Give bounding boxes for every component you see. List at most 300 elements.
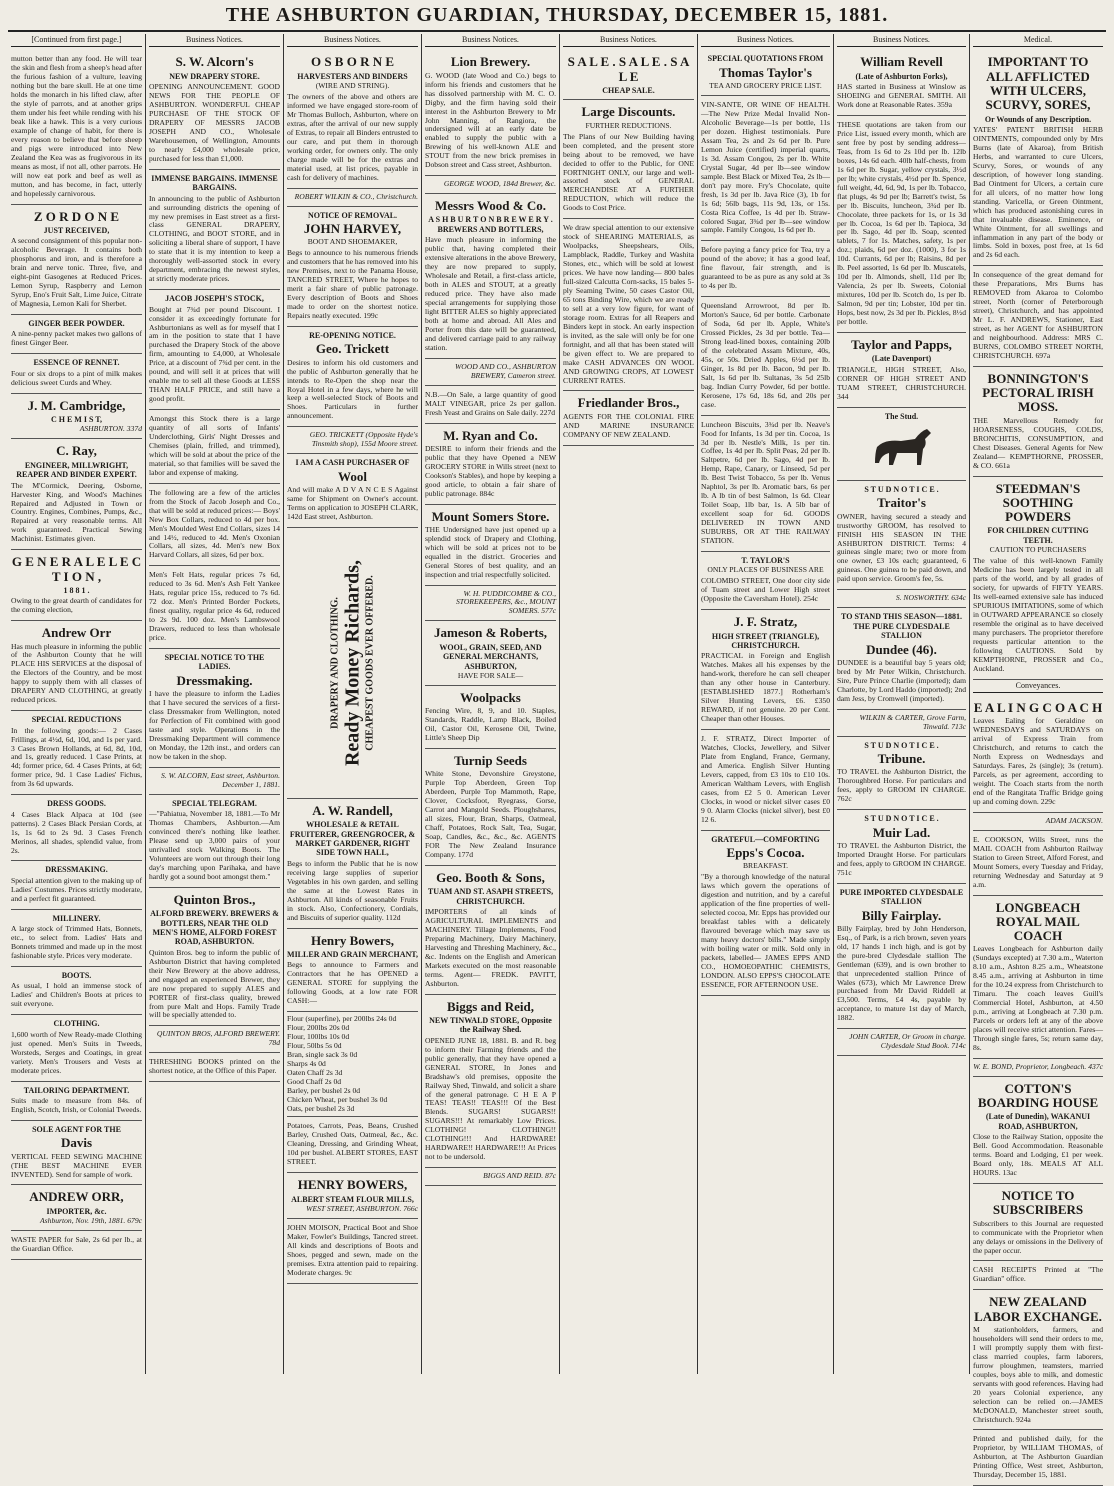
ad-subtitle: ALBERT STEAM FLOUR MILLS,: [291, 1194, 414, 1204]
ad-title: NEW ZEALAND LABOR EXCHANGE.: [974, 1294, 1102, 1324]
advertisement: [149, 170, 280, 290]
ad-subtitle: MILLINERY.: [52, 913, 101, 923]
ad-signature: S. NOSWORTHY. 634c: [895, 593, 966, 603]
ad-body: In consequence of the great demand for these Preparations, Mrs Burns has REMOVED from Akaroa to Colombo street, North (corner of Peterborough street), Christchurch, and has appointed Mr L. F. ANDREWS, Stationer, East street, as her AGENT for ASHBURTON and neighbourhood. Address: MRS C. BURNS, COLOMBO STREET NORTH, CHRISTCHURCH. 697a: [973, 270, 1103, 360]
advertisement: [837, 710, 966, 737]
ad-line: CAUTION TO PURCHASERS: [989, 545, 1087, 555]
advertisement: [973, 813, 1103, 831]
advertisement: [701, 831, 830, 996]
ad-signature: JOHN CARTER, Or Groom in charge. Clydesdale Stud Book. 714c: [849, 1032, 966, 1051]
ad-subtitle: T. TAYLOR'S: [741, 555, 790, 565]
ad-subtitle: Or Wounds of any Description.: [984, 114, 1092, 124]
ad-body: G. WOOD (late Wood and Co.) begs to inform his friends and customers that he has dissolved partnership with M. C. O. Digby, and the firm having sold their interest in the Ashburton Brewery to Mr John Manning, of Rangiora, the undersigned will at an early date be enabled to supply the public with a Brewing of his well-known ALE and STOUT from the new brick premises in Dobson street and Cass street, Ashburton.: [425, 70, 556, 170]
advertisement: [837, 50, 966, 116]
ad-body: OPENED JUNE 18, 1881. B. and R. beg to inform their Farming friends and the public generally, that they have opened a GENERAL STORE, In Jones and Bradshaw's old premises, opposite the Railway Shed, Tinwald, and solicit a share of the general patronage. C H E A P TEAS! TEAS!! TEAS!!! Of the Best Blends. SUGARS! SUGARS!! SUGARS!!! At remarkably Low Prices. CLOTHING! CLOTHING!! CLOTHING!!! And HARDWARE! HARDWARE!! HARDWARE!!! At Prices not to be undersold.: [425, 1035, 556, 1162]
advertisement: [701, 297, 830, 415]
ad-body: THE Marvellous Remedy for HOARSENESS, COUGHS, COLDS, BRONCHITIS, CONSUMPTION, and Chest Diseases. General Agents for New Zealand— KEMPTHORNE, PROSSER, & CO. 661a: [973, 415, 1103, 470]
ad-title: M. Ryan and Co.: [443, 427, 538, 443]
price-list-item: Oaten Chaff 2s 3d: [287, 1067, 343, 1077]
ad-body: Four or six drops to a pint of milk makes delicious sweet Curds and Whey.: [11, 368, 142, 387]
ad-title: Dundee (46).: [866, 641, 937, 657]
ad-signature: WILKIN & CARTER, Grove Farm, Tinwald. 713c: [859, 712, 966, 731]
ad-title: JOHN HARVEY,: [303, 221, 402, 237]
ad-body: VERTICAL FEED SEWING MACHINE (THE BEST MACHINE EVER INVENTED). Send for sample of work.: [11, 1151, 142, 1179]
ad-signature: S. W. ALCORN, East street, Ashburton. December 1, 1881.: [161, 770, 280, 789]
ad-line: TEA AND GROCERY PRICE LIST.: [709, 81, 822, 91]
advertisement: [973, 696, 1103, 813]
ad-title: C. Ray,: [56, 443, 97, 459]
ad-body: Subscribers to this Journal are requested to communicate with the Proprietor when any delays or omissions in the Delivery of the paper occur.: [973, 1218, 1103, 1255]
ad-body: VIN-SANTE, OR WINE OF HEALTH.—The New Prize Medal Invalid Non-Alcoholic Beverage—1s per bottle, 11s per dozen. Highest testimonials. Pure Assam Tea, 2s and 2s 6d per lb. Pure Lemon Juice (certified) imperial quarts, 1s 3d. Assam Congou, 2s per lb. White Crystal Sugar, 4d per lb—see window sample. Best Black or Mixed Tea, 2s lb—don't pay more. Fry's Chocolate, quite fresh, 1s 3d per lb. Java Rice (3), 1b for 1s 6d; 56lb bags, 11s 9d, 13s, or 15s. Costa Rica Coffee, 1s 4d per lb. Straw-colored Sugar, 3¾d per lb—see window sample. Family Congou, 1s 6d per lb.: [701, 100, 830, 235]
column-heading: Business Notices.: [425, 34, 556, 47]
ad-subtitle: TO STAND THIS SEASON—1881. THE PURE CLYDESDALE STALLION: [841, 612, 962, 641]
advertisement: [973, 1184, 1103, 1261]
ad-body: YATES' PATENT BRITISH HERB OINTMENTS, compounded only by Mrs Burns (late of Akaroa), from British Herbs, and warranted to cure Ulcers, Scurvy, Sores, or wounds of any description, of however long standing. Bad Ointment for Ulcers, a certain cure for all ulcers, of no matter how long standing. Varicella, or Green Ointment, which has produced astonishing cures in that invaluable disease. Eminence, or White Ointment, for all swellings and inflammation in any part of the body or limbs. Sold in boxes, post free, at 1s 6d and 2s 6d each.: [973, 125, 1103, 260]
column-heading: Medical.: [973, 34, 1103, 47]
column-4: [422, 34, 560, 1374]
price-list-item: Flour, 200lbs 20s 0d: [287, 1022, 350, 1032]
column-heading: Business Notices.: [149, 34, 280, 47]
ad-subtitle: (Late of Dunedin), WAKANUI ROAD, ASHBURTON,: [985, 1112, 1091, 1131]
ad-title: Z O R D O N E: [33, 208, 120, 224]
ad-body: TO TRAVEL the Ashburton District, the Thoroughbred Horse. For particulars and fees, apply to GROOM IN CHARGE. 762c: [837, 767, 966, 804]
ad-body: M stationholders, farmers, and householders will send their orders to me, I will promptly supply them with first-class married couples, farm laborers, furrow ploughmen, teamsters, married couples, boys able to milk, and domestic servants with good references. Having had 20 years Colonial experience, any selection can be relied on.—JAMES McDONALD, Manchester street south, Christchurch. 924a: [973, 1324, 1103, 1424]
ad-subtitle: DRESSMAKING.: [45, 865, 108, 875]
column-2: [146, 34, 284, 1374]
ad-title: BONNINGTON'S PECTORAL IRISH MOSS.: [982, 370, 1094, 415]
ad-body: Desires to inform his old customers and the public of Ashburton generally that he intends to Re-Open the shop near the Royal Hotel in a few days, where he will keep a well-selected Stock of Boots and Shoes. Particulars in further announcement.: [287, 357, 418, 421]
advertisement: [425, 359, 556, 386]
ad-title: Geo. Trickett: [315, 341, 390, 357]
advertisement: [973, 367, 1103, 477]
advertisement: [287, 50, 418, 188]
ad-signature: ADAM JACKSON.: [1045, 815, 1103, 825]
advertisement: [11, 1121, 142, 1186]
ad-subtitle: ALFORD BREWERY. BREWERS & BOTTLERS, NEAR THE OLD MEN'S HOME, ALFORD FOREST ROAD, ASHBURTON.: [150, 909, 279, 947]
ad-body: "By a thorough knowledge of the natural laws which govern the operations of digestion and nutrition, and by a careful application of the fine properties of well-selected cocoa, Mr. Epps has provided our breakfast tables with a delicately flavoured beverage which may save us many heavy doctors' bills." Made simply with boiling water or milk. Sold only in packets, labelled— JAMES EPPS AND CO., HOMOEOPATHIC CHEMISTS, LONDON. ALSO EPPS'S CHOCOLATE ESSENCE, FOR AFTERNOON USE.: [701, 872, 830, 989]
price-list-item: Barley, per bushel 2s 0d: [287, 1085, 361, 1095]
advertisement: [11, 50, 142, 204]
ad-body: Billy Fairplay, bred by John Henderson, Esq., of Park, is a rich brown, seven years old, 17 hands 1 inch high, and is got by the pure-bred Clydesdale stallion The Gentleman (639), and is own brother to that unprecedented stallion Prince of Wales (673), which Mr Lawrence Drew purchased from Mr David Riddell at £3,500. Terms, £4 4s, payable by acceptance, to mature 1st day of March, 1882.: [837, 923, 966, 1023]
advertisement: [149, 50, 280, 169]
ad-title: O S B O R N E: [310, 54, 395, 70]
columns-container: [8, 34, 1106, 1480]
ad-title: A. W. Randell,: [312, 802, 393, 818]
advertisement: [837, 810, 966, 884]
advertisement: [425, 176, 556, 194]
ad-body: OWNER, having secured a steady and trustworthy GROOM, has resolved to FINISH HIS SEASON IN THE ASHBURTON DISTRICT. Terms: 4 guineas single mare; two or more from one owner, £3 10s each; guaranteed, 6 guineas. One guinea to be paid down, and paid upon service. Groom's fee, 5s.: [837, 511, 966, 584]
ad-subtitle: CLOTHING.: [53, 1019, 100, 1029]
column-heading: Business Notices.: [287, 34, 418, 47]
ad-subtitle: A S H B U R T O N B R E W E R Y . BREWERS AND BOTTLERS,: [428, 215, 553, 234]
ad-body: CASH RECEIPTS Printed at "The Guardian" office.: [973, 1265, 1103, 1284]
ad-subtitle: HARVESTERS AND BINDERS: [297, 71, 408, 81]
advertisement: [11, 711, 142, 795]
advertisement: [563, 100, 694, 219]
ad-subtitle: TAILORING DEPARTMENT.: [23, 1085, 130, 1095]
advertisement: [425, 621, 556, 686]
ad-subtitle: BOOTS.: [61, 971, 92, 981]
column-heading: Business Notices.: [701, 34, 830, 47]
masthead: THE ASHBURTON GUARDIAN, THURSDAY, DECEMBER 15, 1881.: [225, 4, 889, 26]
ad-subtitle: ENGINEER, MILLWRIGHT, REAPER AND BINDER EXPERT.: [16, 460, 137, 480]
advertisement: [11, 967, 142, 1015]
ad-body: I have the pleasure to inform the Ladies that I have secured the services of a first-class Dressmaker from Wellington, noted for Perfection of Fit combined with good taste and style. Operations in the Dressmaking Department will commence on Monday, the 12th inst., and orders can now be taken in the shop.: [149, 689, 280, 761]
horse-icon: [867, 425, 937, 473]
ad-subtitle: S T U D N O T I C E .: [864, 740, 939, 750]
advertisement: [425, 586, 556, 622]
column-heading: Business Notices.: [563, 34, 694, 47]
ad-subtitle: SPECIAL TELEGRAM.: [172, 798, 257, 808]
ad-title: Quinton Bros.,: [173, 891, 256, 907]
ad-subtitle: (Late Davenport): [871, 354, 932, 364]
advertisement: [11, 439, 142, 550]
ad-title: Muir Lad.: [872, 824, 931, 840]
ad-body: Begs to announce to his numerous friends and customers that he has removed into his new Premises, next to the Panama House, TANCRED STREET, Where he hopes to merit a fair share of public patronage. Every description of Boots and Shoes made to order on the shortest notice. Repairs neatly executed. 199c: [287, 248, 418, 320]
advertisement: [837, 1029, 966, 1056]
ad-body: Men's Felt Hats, regular prices 7s 6d, reduced to 3s 6d. Men's Ash Felt Yankee Hats, regular price 15s, reduced to 7s 6d. 72 doz. Men's Printed Border Pockets, finest quality, regular price 4s 6d, reduced to 2s 9d. 100 doz. Men's Lambswool Drawers, reduced to less than wholesale price.: [149, 570, 280, 643]
ad-title: Geo. Booth & Sons,: [436, 869, 545, 885]
advertisement: [563, 391, 694, 445]
ad-body: J. F. STRATZ, Direct Importer of Watches, Clocks, Jewellery, and Silver Plate from England, France, Germany, and America. English Silver Hunting Levers, capped, from £3 10s to £10 10s. American Waltham Levers, with English cases, from £2 5 0. American Lever Clocks, in wood or nickel silver cases £0 9 0. Alarm Clocks (nickel silver), best £0 12 6.: [701, 734, 830, 824]
advertisement: [425, 50, 556, 176]
advertisement: [149, 888, 280, 1027]
ad-body: In the following goods:— 2 Cases Frillings, at 4½d, 6d, 10d, and 1s per yard. 3 Cases Brown Hollands, at 6d, 8d, 10d, and 1s, greatly reduced. 1 Case Prints, at 4d; former price, 6d. 4 Cases Prints, at 6d; former price, 9d. 1 Case Ladies' Fichus, from 3s 6d upwards.: [11, 725, 142, 789]
ad-body: Queensland Arrowroot, 8d per lb. Morton's Sauce, 6d per bottle. Carbonate of Soda, 6d per lb. Apple, White's Crossed Pickles, 2s 3d per bottle. Tea—Strong lead-lined boxes, containing 20lb of the celebrated Assam Mixture, 40s, 45s, or 50s. Dried Apples, 6½d per lb. Ginger, 1s 8d per lb. Bacon, 9d per lb. Salt, 1s 6d per lb. Sultanas, 3s 5d 25lb bag. Indian Curry Powder, 6d per bottle. Kerosene, 17s 6d, 18s 6d, and 20s per case.: [701, 301, 830, 409]
advertisement: [425, 194, 556, 359]
ad-body: Printed and published daily, for the Proprietor, by WILLIAM THOMAS, of Ashburton, at The Ashburton Guardian Printing Office, West street, Ashburton, Thursday, December 15, 1881.: [973, 1434, 1103, 1480]
ad-subtitle: IMMENSE BARGAINS. IMMENSE BARGAINS.: [151, 173, 278, 193]
ad-line: CHEAPEST GOODS EVER OFFERED.: [364, 575, 376, 751]
price-list-item: Good Chaff 2s 0d: [287, 1076, 342, 1086]
advertisement: [973, 1290, 1103, 1430]
ad-title: ANDREW ORR,: [29, 1189, 124, 1205]
advertisement: [149, 1026, 280, 1053]
ad-body: 1,600 worth of New Ready-made Clothing just opened. Men's Suits in Tweeds, Worsteds, Serges and Coatings, in great variety. Men's Trousers and Vests at moderate prices.: [11, 1029, 142, 1075]
ad-title: Traitor's: [877, 495, 926, 511]
advertisement: [837, 884, 966, 1030]
advertisement: [149, 410, 280, 484]
ad-body: Suits made to measure from 84s. of English, Scotch, Irish, or Colonial Tweeds.: [11, 1095, 142, 1114]
ad-body: As usual, I hold an immense stock of Ladies' and Children's Boots at prices to suit everyone.: [11, 981, 142, 1009]
advertisement: [11, 1082, 142, 1121]
ad-body: A nine-penny packet makes two gallons of finest Ginger Beer.: [11, 329, 142, 348]
column-heading: [Continued from first page.]: [11, 34, 142, 47]
ad-body: Potatoes, Carrots, Peas, Beans, Crushed Barley, Crushed Oats, Oatmeal, &c., &c. Cleaning, Dressing, and Grinding Wheat, 10d per bushel. ALBERT STORES, EAST STREET.: [287, 1121, 418, 1167]
ad-title: Lion Brewery.: [450, 54, 531, 70]
advertisement: [287, 1012, 418, 1117]
ad-body: TRIANGLE, HIGH STREET, Also, CORNER OF HIGH STREET AND TUAM STREET, CHRISTCHURCH. 344: [837, 364, 966, 401]
ad-body: OPENING ANNOUNCEMENT. GOOD NEWS FOR THE PEOPLE OF ASHBURTON. WONDERFUL CHEAP PURCHASE OF THE STOCK OF DRAPERY OF MESSRS JACOB JOSEPH AND CO., Wholesale Warehousemen, of Wellington, Amounts to nearly £4,000 wholesale price, purchased for less than £1,000.: [149, 82, 280, 163]
advertisement: [11, 1015, 142, 1081]
price-list-item: Oats, per bushel 2s 3d: [287, 1103, 355, 1113]
ad-signature: Ashburton, Nov. 19th, 1881. 679c: [40, 1216, 142, 1226]
ad-title: Davis: [60, 1135, 93, 1151]
ad-signature: QUINTON BROS, ALFORD BREWERY. 78d: [156, 1029, 280, 1048]
ad-body: Quinton Bros. beg to inform the public of Ashburton District that having completed their New Brewery at the above address, and engaged an experienced Brewer, they are now prepared to supply ALES and PORTER of first-class quality, brewed from pure Malt and Hops. Family Trade will be specially attended to.: [149, 947, 280, 1020]
ad-body: The Plans of our New Building having been completed, and the present store being about to be removed, we have decided to offer to the Public, for ONE FORTNIGHT ONLY, our large and well-assorted stock of GENERAL MERCHANDISE AT A FURTHER REDUCTION, which will reduce the Goods to Cost Price.: [563, 131, 694, 213]
ad-subtitle: NEW DRAPERY STORE.: [169, 71, 260, 81]
ad-subtitle: TUAM AND ST. ASAPH STREETS, CHRISTCHURCH.: [427, 887, 554, 906]
ad-subtitle: 1 8 8 1 .: [63, 585, 90, 595]
ad-body: PRACTICAL in Foreign and English Watches. Makes all his expenses by the hand-work, therefore he can sell cheaper than any other house in Canterbury. [ESTABLISHED 1877.] Rotherham's Silver Hunting Levers, £6. £350 REWARD, if not genuine. 20 per Cent. Cheaper than other Houses.: [701, 651, 830, 724]
advertisement: [425, 424, 556, 505]
ad-body: In announcing to the public of Ashburton and surrounding districts the opening of my new premises in East street as a first-class GENERAL DRAPERY, CLOTHING, and BOOT STORE, and in soliciting a liberal share of support, I have to state that it is my intention to keep a thoroughly well-assorted stock in every department, embracing the newest styles, at strictly moderate prices.: [149, 193, 280, 284]
ad-title: Friedlander Bros.,: [577, 395, 680, 411]
ad-line: FURTHER REDUCTIONS.: [585, 120, 672, 130]
advertisement: [11, 315, 142, 354]
ad-subtitle: FOR CHILDREN CUTTING TEETH.: [987, 526, 1089, 545]
ad-body: Bought at 7¾d per pound Discount. I consider it as exceedingly fortunate for Ashburtonians as well as for myself that I am in the position to state that I have purchased the Drapery Stock of the above firm, amounting to £4,000, at Wholesale Price, at a discount of 7¾d per cent. in the pound, and will sell it at prices that will enable me to sell all these Goods at LESS THAN HALF PRICE, and still have a good profit.: [149, 304, 280, 404]
advertisement: [149, 768, 280, 795]
ad-signature: WEST STREET, ASHBURTON. 766c: [306, 1203, 418, 1213]
price-list-item: Flour, 100lbs 10s 0d: [287, 1031, 350, 1041]
ad-body: THESE quotations are taken from our Price List, issued every month, which are sent free by post by sending address— Teas, from 1s 6d to 2s 10d per lb. 12lb boxes, 14s 6d each. 40lb half-chests, from 1s 6d per lb. Sugar, yellow crystals, 3½d per lb; white crystals, 4½d per lb. Spence, full weight, 4d, 6d, 9d, 1s per lb. Tobacco, flat plugs, 4s 9d per lb; Barrett's twist, 5s per lb. Biscuits, luncheon, 3¾d per lb. Chocolate, three packets for 1s, or 1s 3d per lb. Cocoa, 1s 6d per lb. Tapioca, 3d per lb. Sago, 4d per lb. Soap, scented tablets, 7 for 1s. Matches, safety, 1s per doz.; plaids, 6d per doz. (1000), 3 for 1s 10d. Currants, 6d per lb; Raisins, 8d per lb. Peel assorted, 1s 6d per lb. Muscatels, 10d per lb. Almonds, shell, 11d per lb; Valencia, 2s per lb. Sweets, Colonial mixtures, 10d per lb. Scotch do, 1s per lb. Salmon, 9d per tin; Lobster, 10d per tin. Hops, best now, 2s 3d per lb. Pickles, 8½d per bottle.: [837, 120, 966, 326]
ad-title: Jameson & Roberts,: [433, 625, 547, 641]
ad-title: S A L E . S A L E . S A L E: [567, 54, 690, 84]
ad-body: Have much pleasure in informing the public that, having completed their extensive alterations in the above Brewery, they are now prepared to supply, Wholesale and Retail, a first-class article, both in ALES and STOUT, at a greatly reduced price. They have also made special arrangements for supplying those light BITTER ALES so highly appreciated both at home and abroad. All Ales and Porter from this date will be guaranteed, and delivered carriage paid to any railway station.: [425, 235, 556, 352]
ad-signature: GEO. TRICKETT (Opposite Hyde's Tinsmith shop), 155d Moore street.: [309, 430, 418, 449]
ad-signature: W. H. PUDDICOMBE & CO., STOREKEEPERS, &c., MOUNT SOMERS. 577c: [455, 588, 556, 616]
ad-title: COTTON'S BOARDING HOUSE: [977, 1080, 1099, 1111]
ad-body: IMPORTERS of all kinds of AGRICULTURAL IMPLEMENTS and MACHINERY. Tillage Implements, Food Preparing Machinery, Dairy Machinery, Harvesting and Threshing Machinery, &c., &c. Indents on the English and American Markets executed on the most reasonable terms. Agent— FREDK. PAVITT, Ashburton.: [425, 907, 556, 988]
ad-body: We draw special attention to our extensive stock of SHEARING MATERIALS, as Woolpacks, Sheepshears, Oils, Lampblack, Raddle, Turkey and Washita Stones, etc., which will be sold at lowest prices. We have now landing— 800 bales full-sized Calcutta Corn-sacks, 15 bales 5-ply Seaming Twine, 50 cases Castor Oil, 65 tons Binding Wire, which we are ready to sell at a very low figure, for want of storage room. Extras for all Reapers and Binders kept in stock. An early inspection is invited, as the sale will only be for one fortnight, and all that has been stated will be given effect to. We are prepared to make CASH ADVANCES ON WOOL AND GROWING CROPS, AT LOWEST CURRENT RATES.: [563, 223, 694, 385]
advertisement: [837, 408, 966, 481]
advertisement: [701, 416, 830, 552]
ad-subtitle: CHEAP SALE.: [602, 86, 655, 96]
advertisement: [11, 861, 142, 909]
ad-body: mutton better than any food. He will tear the skin and flesh from a sheep's head after the furious fashion of a vulture, leaving nothing but the bare skull. He at one time holds the monarch in his lifted claw, after the style of parrots, and at another grips them under his feet while rending with his beak like a hawk. This is a very curious example of change of habit, for there is every reason to believe that before sheep and pigs were introduced into New Zealand the Kea was as frugivorous in its means as most, if not all, other parrots. He will now eat pork and beef as well as mutton, and has become, in fact, utterly and hopelessly carnivorous.: [11, 54, 142, 198]
ad-body: 4 Cases Black Alpaca at 10d (see patterns). 2 Cases Black Persian Cords, at 1s, 1s 6d to 2s 9d. 3 Cases French Merinos, all shades, splendid value, from 2s.: [11, 809, 142, 855]
ad-subtitle: MILLER AND GRAIN MERCHANT,: [287, 949, 418, 959]
advertisement: [149, 566, 280, 649]
advertisement: [287, 454, 418, 528]
ad-subtitle: SPECIAL QUOTATIONS FROM: [707, 54, 824, 64]
advertisement: [701, 50, 830, 96]
advertisement: [837, 590, 966, 608]
advertisement: [287, 1219, 418, 1284]
ad-body: The M'Cormick, Deering, Osborne, Harvester King, and Wood's Machines Repaired and Adjusted in Town or Country. Engines, Combines, Pumps, &c., Repaired at very reasonable terms. All work guaranteed. Practical Sewing Machinist. Estimates given.: [11, 480, 142, 544]
ad-body: Fencing Wire, 8, 9, and 10. Staples, Standards, Raddle, Lamp Black, Boiled Oil, Castor Oil, Kerosene Oil, Twine, Little's Sheep Dip: [425, 706, 556, 743]
ad-body: HAS started in Business at Winslow as SHOEING and GENERAL SMITH. All Work done at Reasonable Rates. 359a: [837, 82, 966, 110]
ad-title: Tribune.: [877, 750, 926, 766]
advertisement: [973, 477, 1103, 680]
ad-subtitle: NEW TINWALD STORE, Opposite the Railway Shed.: [429, 1015, 552, 1035]
column-7: [834, 34, 970, 1374]
ad-subtitle: GRATEFUL—COMFORTING: [711, 834, 820, 844]
ad-title: Andrew Orr: [41, 625, 112, 641]
price-list-item: Bran, single sack 3s 0d: [287, 1049, 358, 1059]
ad-body: Begs to inform the Public that he is now receiving large supplies of superior Vegetables in his own garden, and selling the same at the Lowest Rates in Ashburton. All kinds of seasonable Fruits in stock. Also, Confectionery, Cordials, and Biscuits of superior quality. 112d: [287, 858, 418, 922]
ad-body: Luncheon Biscuits, 3¾d per lb. Neave's Food for Infants, 1s 3d per tin. Cocoa, 1s 3d per lb. Nestle's Milk, 1s per tin. Coffee, 1s 4d per lb. Split Peas, 2d per lb. Saltpetre, 6d per lb. Sago, 4d per lb. Hemp, Rape, Canary, or Linseed, 5d per lb. Best Twist Tobacco, 5s per lb. Venus Naphtol, 3s per lb. Aromatic bars, 6s per lb. A lb tin of best Salmon, 1s 6d. Clear Toilet Soap, 1lb bar, 1s. A 5lb bar of excellent soap for 6d. GOODS DELIVERED IN TOWN AND SUBURBS, OR AT THE RAILWAY STATION.: [701, 419, 830, 546]
ad-body: A second consignment of this popular non-alcoholic Beverage. It contains both phosphorus and iron, and is therefore a brain and nerve tonic. Three, five, and eight-pint Gasogenes at Reduced Prices. Lemon Syrup, Raspberry and Lemon Syrup, Eno's Fruit Salt, Lime Juice, Citrate of Magnesia, Lemon Kali for Sherbet.: [11, 236, 142, 309]
advertisement: [425, 866, 556, 995]
ad-body: JOHN MOISON, Practical Boot and Shoe Maker, Fowler's Buildings, Tancred street. All kinds and descriptions of Boots and Shoes, pegged and sewn, made on the premises. Extra attention paid to repairing. Moderate charges. 9c: [287, 1222, 418, 1277]
advertisement: [837, 116, 966, 333]
ad-title: Mount Somers Store.: [431, 508, 550, 524]
price-list-item: Chicken Wheat, per bushel 3s 0d: [287, 1094, 388, 1104]
ad-signature: GEORGE WOOD, 184d Brewer, &c.: [443, 179, 556, 189]
ad-title: S. W. Alcorn's: [175, 54, 254, 70]
advertisement: [701, 730, 830, 831]
ad-subtitle: WHOLESALE & RETAIL FRUITERER, GREENGROCER, & MARKET GARDENER, RIGHT SIDE TOWN HALL,: [289, 820, 416, 858]
ad-body: Before paying a fancy price for Tea, try a pound of the above; it has a good leaf, fine flavour, fair strength, and is guaranteed to be as pure as any sold at 3s to 4s per lb.: [701, 245, 830, 291]
advertisement: [973, 1430, 1103, 1486]
ad-body: WASTE PAPER for Sale, 2s 6d per lb., at the Guardian Office.: [11, 1235, 142, 1254]
rotated-ad-text: [329, 560, 376, 766]
ad-body: THRESHING BOOKS printed on the shortest notice, at the Office of this Paper.: [149, 1057, 280, 1076]
advertisement: [149, 649, 280, 768]
advertisement: [837, 608, 966, 709]
advertisement: [149, 1053, 280, 1082]
ad-subtitle: NOTICE OF REMOVAL.: [307, 210, 398, 220]
ad-title: Billy Fairplay.: [861, 907, 942, 923]
advertisement: [425, 749, 556, 866]
ad-body: Owing to the great dearth of candidates for the coming election,: [11, 596, 142, 615]
advertisement: [11, 1231, 142, 1260]
ad-body: E. COOKSON, Wills Street, runs the MAIL COACH from Ashburton Railway Station to Green Street, Alford Forest, and Mount Somers, every Tuesday and Friday, returning Wednesday and Saturday at 9 a.m.: [973, 834, 1103, 889]
advertisement: [837, 333, 966, 408]
advertisement: [11, 205, 142, 315]
advertisement: [11, 1185, 142, 1231]
ad-body: —"Pahiatua, November 18, 1881.—To Mr Thomas Chambers, Ashburton.—Am convinced there's nothing like leather. Please send up 3,000 pairs of your unrivalled stock Walking Boots. The Volunteers are worn out through their long day's marching upon Parihaka, and have hardly got a sound boot amongst them.": [149, 809, 280, 881]
ad-subtitle: PURE IMPORTED CLYDESDALE STALLION: [839, 887, 964, 907]
masthead-rule: [8, 30, 1106, 32]
ad-title: Biggs and Reid,: [446, 998, 535, 1014]
ad-title: J. F. Stratz,: [733, 614, 798, 630]
price-list-item: Flour, 50lbs 5s 0d: [287, 1040, 342, 1050]
advertisement: [701, 552, 830, 610]
column-heading: Business Notices.: [837, 34, 966, 47]
ad-title: STEEDMAN'S SOOTHING POWDERS: [995, 480, 1081, 525]
ad-body: THE Undersigned have just opened up a splendid stock of Drapery and Clothing, which will be sold at prices not to be equalled in the district. Groceries and General Stores of best quality, and an inspection and trial respectfully solicited.: [425, 524, 556, 579]
column-1: [8, 34, 146, 1374]
ad-title: Taylor and Papps,: [851, 336, 952, 352]
ad-subtitle: The Stud.: [884, 411, 919, 421]
ad-title: Large Discounts.: [581, 104, 676, 120]
ad-line: (WIRE AND STRING).: [315, 81, 390, 91]
ad-title: Dressmaking.: [176, 672, 253, 688]
column-3: [284, 34, 422, 1374]
price-list: [287, 1015, 418, 1113]
price-list-item: Flour (superfine), per 200lbs 24s 0d: [287, 1014, 397, 1023]
column-5: [560, 34, 698, 1374]
advertisement: [837, 737, 966, 811]
ad-title: Epps's Cocoa.: [726, 844, 805, 860]
ad-title: J. M. Cambridge,: [27, 397, 126, 413]
ad-subtitle: SPECIAL NOTICE TO THE LADIES.: [164, 653, 265, 672]
ad-subtitle: DRESS GOODS.: [47, 799, 106, 809]
advertisement: [425, 995, 556, 1169]
advertisement: [425, 686, 556, 749]
advertisement: [11, 550, 142, 621]
ad-title: G E N E R A L E L E C T I O N ,: [11, 554, 142, 584]
ad-body: And will make A D V A N C E S Against same for Shipment on Owner's account. Terms on application to JOSEPH CLARK, 142d East street, Ashburton.: [287, 484, 418, 521]
ad-subtitle: ESSENCE OF RENNET.: [33, 358, 120, 368]
advertisement: [973, 1077, 1103, 1184]
ad-body: AGENTS FOR THE COLONIAL FIRE AND MARINE INSURANCE COMPANY OF NEW ZEALAND.: [563, 411, 694, 439]
advertisement: [287, 1117, 418, 1173]
advertisement: [425, 505, 556, 586]
ad-subtitle: S T U D N O T I C E .: [864, 814, 939, 824]
advertisement: [837, 481, 966, 590]
advertisement: [149, 795, 280, 888]
ad-subtitle: GINGER BEER POWDER.: [28, 319, 125, 329]
ad-body: DUNDEE is a beautiful bay 5 years old; bred by Mr Peter Wilkin, Christchurch. Sire, Pure Prince Charlie (imported); dam Charlotte, by Lord Haddo (imported); 2nd dam Jess, by Cromwell (imported).: [837, 657, 966, 703]
advertisement: [11, 795, 142, 861]
ad-subtitle: RE-OPENING NOTICE.: [309, 330, 396, 340]
ad-title: Woolpacks: [460, 689, 521, 705]
advertisement: [701, 96, 830, 241]
ad-signature: BIGGS AND REID. 87c: [483, 1171, 556, 1181]
ad-body: White Stone, Devonshire Greystone, Purple Top Aberdeen, Green Top Aberdeen, Purple Top Mammoth, Rape, Clover, Cocksfoot, Ryegrass, Gorse, Carrot and Mangold Seeds. Ploughshares, all sizes, Flour, Bran, Sharps, Oatmeal, Chaff, Potatoes, Rock Salt, Tea, Sugar, Soap, Candles, &c., &c., &c. AGENTS FOR The New Zealand Insurance Company. 177d: [425, 769, 556, 859]
ad-body: Has much pleasure in informing the public of the Ashburton County that he will PLACE HIS SERVICES at the disposal of the Electors of the Country, and be most happy to supply them with all classes of DRAPERY AND CLOTHING, at greatly reduced prices.: [11, 641, 142, 705]
advertisement: [973, 266, 1103, 367]
ad-body: Close to the Railway Station, opposite the Bell. Good Accommodation. Reasonable terms. Board and Lodging, £1 per week. Board only, 18s. MEALS AT ALL HOURS. 13ac: [973, 1132, 1103, 1178]
ad-subtitle: (Late of Ashburton Forks),: [855, 71, 948, 81]
ad-subtitle: S T U D N O T I C E .: [864, 484, 939, 494]
advertisement: [287, 1173, 418, 1219]
column-8: [970, 34, 1106, 1480]
price-list-item: Sharps 4s 0d: [287, 1058, 326, 1068]
ad-subtitle: SOLE AGENT FOR THE: [32, 1124, 121, 1134]
ad-body: Begs to announce to Farmers and Contractors that he has OPENED a GENERAL STORE for supplying the following Goods, at a low rate FOR CASH:—: [287, 960, 418, 1006]
ad-title: Henry Bowers,: [310, 932, 395, 948]
ad-line: HAVE FOR SALE—: [457, 671, 524, 680]
ad-title: Ready Money Richards,: [340, 559, 363, 766]
advertisement: [11, 394, 142, 440]
ad-title: William Revell: [860, 54, 943, 70]
ad-body: Leaves Longbeach for Ashburton daily (Sundays excepted) at 7.30 a.m., Waterton 8.10 a.m., Ashton 8.25 a.m., Wheatstone 8.45 a.m., arriving at Ashburton in time for the 10.24 express from Christchurch to Timaru. The coach leaves Guill's Commercial Hotel, Ashburton, at 4.50 p.m., arriving at Longbeach at 7.30 p.m. Parcels or orders left at any of the above places will receive strict attention. Fares—Through single fares, 5s; return same day, 8s.: [973, 944, 1103, 1052]
ad-signature: ASHBURTON. 337d: [79, 424, 142, 434]
ad-subtitle: JACOB JOSEPH'S STOCK,: [165, 294, 264, 304]
ad-subtitle: IMPORTER, &c.: [46, 1206, 107, 1216]
ad-signature: W. E. BOND, Proprietor, Longbeach. 437c: [973, 1061, 1103, 1071]
ad-body: The value of this well-known Family Medicine has been largely tested in all parts of the world, and by all grades of society, for upwards of FIFTY YEARS. Its well-earned extensive sale has induced SPURIOUS IMITATIONS, some of which in OUTWARD APPEARANCE so closely resemble the original as to have deceived many purchasers. The proprietor therefore requests particular attention to the following CAUTIONS. Sold by KEMPTHORNE, PROSSER and Co., Auckland.: [973, 556, 1103, 673]
advertisement: [973, 1059, 1103, 1077]
ad-title: E A L I N G C O A C H: [973, 700, 1103, 716]
advertisement: [287, 799, 418, 929]
advertisement: [149, 484, 280, 567]
advertisement: [287, 528, 418, 799]
ad-body: TO TRAVEL the Ashburton District, the Imported Draught Horse. For particulars and fees, apply to GROOM IN CHARGE. 751c: [837, 840, 966, 877]
ad-subtitle: SPECIAL REDUCTIONS: [31, 715, 122, 725]
ad-title: Thomas Taylor's: [719, 64, 812, 80]
ad-title: IMPORTANT TO ALL AFFLICTED WITH ULCERS, SCURVY, SORES,: [985, 54, 1091, 113]
ad-body: DESIRE to inform their friends and the public that they have Opened a NEW GROCERY STORE in Wills street (next to Cookson's Stables), and hope by keeping a good article, to obtain a fair share of public patronage. 884c: [425, 443, 556, 498]
ad-body: The owners of the above and others are informed we have engaged store-room of Mr Thomas Bulloch, Ashburton, where on extras, after the arrival of our new supply of Extras, to repair all Binders entrusted to our care, and put them in thorough working order, for owners only. The only charge made will be for the extras and material used, at list prices, payable in cash for delivery of machines.: [287, 92, 418, 182]
ad-title: LONGBEACH ROYAL MAIL COACH: [995, 899, 1081, 944]
ad-title: NOTICE TO SUBSCRIBERS: [992, 1188, 1084, 1218]
advertisement: [149, 290, 280, 410]
advertisement: [973, 50, 1103, 266]
ad-body: Special attention given to the making up of Ladies' Costumes. Prices strictly moderate, and a perfect fit guaranteed.: [11, 875, 142, 903]
ad-body: Leaves Ealing for Geraldine on WEDNESDAYS and SATURDAYS on arrival of Express Train from Christchurch, and returns to catch the North Express on Wednesdays and Saturdays. Fares, 2s (single); 3s (return). Parcels, as per agreement, according to weight. The Coach starts from the north end of the Rangitata Traffic Bridge going up and coming down. 229c: [973, 716, 1103, 806]
advertisement: [973, 1261, 1103, 1290]
advertisement: [701, 610, 830, 730]
ad-body: COLOMBO STREET, One door city side of Tuam street and Lower High street (Opposite the Caversham Hotel). 254c: [701, 576, 830, 604]
advertisement: [425, 386, 556, 424]
ad-body: N.B.—On Sale, a large quantity of good MALT VINEGAR, price 2s per gallon. Fresh Yeast and Grains on Sale daily. 227d: [425, 389, 556, 417]
ad-line: BREAKFAST.: [742, 861, 789, 871]
ad-title: Wool: [338, 468, 367, 484]
section-heading: Conveyances.: [973, 680, 1103, 693]
ad-subtitle: DRAPERY AND CLOTHING.: [328, 596, 340, 729]
ad-body: A large stock of Trimmed Hats, Bonnets, etc., to select from. Ladies' Hats and Bonnets trimmed and made up in the most fashionable style. Prices very moderate.: [11, 924, 142, 961]
ad-title: HENRY BOWERS,: [297, 1177, 408, 1193]
ad-subtitle: I AM A CASH PURCHASER OF: [295, 458, 410, 468]
ad-line: BOOT AND SHOEMAKER,: [307, 237, 398, 247]
